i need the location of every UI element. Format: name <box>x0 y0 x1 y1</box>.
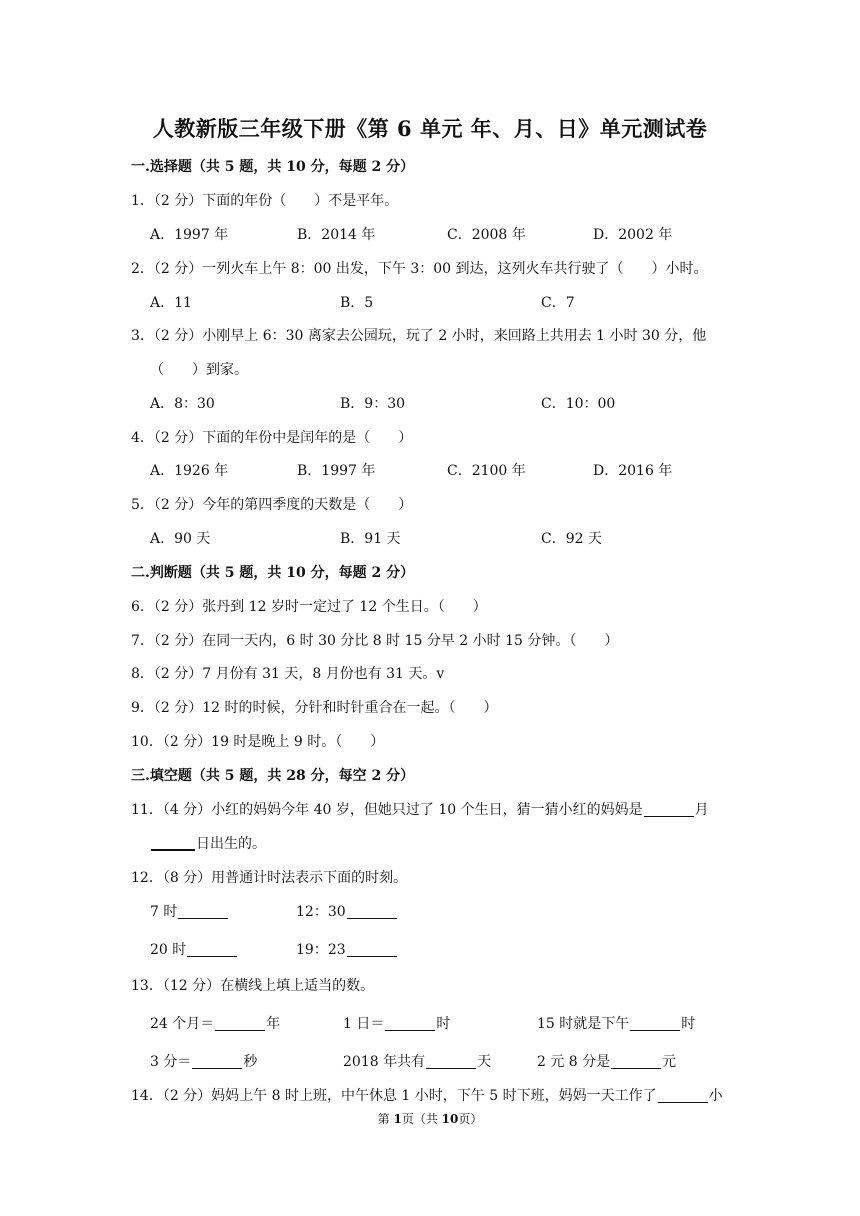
q14-tail: 小 <box>708 1088 723 1104</box>
section-heading-judge: 二.判断题（共 5 题，共 10 分，每题 2 分） <box>131 565 415 581</box>
question-11 <box>131 800 709 820</box>
answer-blank[interactable] <box>658 1088 708 1103</box>
q3-option-c: C．10：00 <box>541 396 616 412</box>
q2-option-a: A．11 <box>150 295 192 311</box>
q1-option-b: B．2014 年 <box>297 227 376 243</box>
answer-blank[interactable] <box>385 1016 435 1031</box>
q12-item-b <box>296 902 398 922</box>
answer-blank[interactable] <box>347 942 397 957</box>
footer-text: 页（共 <box>401 1112 442 1126</box>
question-7: 7．（2 分）在同一天内，6 时 30 分比 8 时 15 分早 2 小时 15 分钟。（ ） <box>131 633 619 649</box>
answer-blank[interactable] <box>215 1016 265 1031</box>
current-page-number: 1 <box>393 1112 402 1126</box>
q4-option-b: B．1997 年 <box>297 463 376 479</box>
q1-option-a: A．1997 年 <box>150 227 229 243</box>
q5-option-b: B．91 天 <box>340 531 401 547</box>
section-heading-choice: 一.选择题（共 5 题，共 10 分，每题 2 分） <box>131 159 415 175</box>
question-12: 12．（8 分）用普通计时法表示下面的时刻。 <box>131 870 408 886</box>
answer-blank[interactable] <box>151 835 195 851</box>
q13-e-suffix: 天 <box>477 1054 492 1070</box>
q11-line2: 日出生的。 <box>196 836 266 852</box>
answer-blank[interactable] <box>611 1054 661 1069</box>
q12-label-d: 19：23 <box>296 942 346 958</box>
q13-b-prefix: 1 日＝ <box>343 1016 385 1032</box>
q13-e-prefix: 2018 年共有 <box>343 1054 426 1070</box>
question-13: 13．（12 分）在横线上填上适当的数。 <box>131 978 375 994</box>
answer-blank[interactable] <box>178 904 228 919</box>
q3-option-b: B．9：30 <box>340 396 406 412</box>
q13-d-suffix: 秒 <box>243 1054 258 1070</box>
total-pages-number: 10 <box>441 1112 459 1126</box>
q13-item-f <box>537 1052 676 1072</box>
q14-stem: 14．（2 分）妈妈上午 8 时上班，中午休息 1 小时，下午 5 时下班，妈妈一天工作了 <box>131 1088 657 1104</box>
q4-option-c: C．2100 年 <box>447 463 526 479</box>
q13-item-b <box>343 1014 450 1034</box>
question-4: 4．（2 分）下面的年份中是闰年的是（ ） <box>131 430 413 446</box>
question-9: 9．（2 分）12 时的时候，分针和时针重合在一起。（ ） <box>131 700 498 716</box>
question-8: 8．（2 分）7 月份有 31 天，8 月份也有 31 天。v <box>131 666 445 682</box>
question-1: 1．（2 分）下面的年份（ ）不是平年。 <box>131 193 399 209</box>
footer-text: 页） <box>458 1112 483 1126</box>
question-10: 10．（2 分）19 时是晚上 9 时。（ ） <box>131 734 385 750</box>
page-title: 人教新版三年级下册《第 6 单元 年、月、日》单元测试卷 <box>152 116 708 141</box>
answer-blank[interactable] <box>187 942 237 957</box>
q4-option-d: D．2016 年 <box>593 463 673 479</box>
footer-text: 第 <box>377 1112 394 1126</box>
q13-item-c <box>537 1014 695 1034</box>
q13-a-prefix: 24 个月＝ <box>150 1016 215 1032</box>
q3-option-a: A．8：30 <box>150 396 215 412</box>
q2-option-c: C．7 <box>541 295 575 311</box>
answer-blank[interactable] <box>426 1054 476 1069</box>
question-3-continued: （ ）到家。 <box>150 362 248 378</box>
q12-item-a <box>150 902 229 922</box>
q12-label-b: 12：30 <box>296 904 346 920</box>
page-footer <box>0 1110 860 1127</box>
answer-blank[interactable] <box>192 1054 242 1069</box>
q12-label-c: 20 时 <box>150 942 187 958</box>
question-14 <box>131 1086 723 1106</box>
question-5: 5．（2 分）今年的第四季度的天数是（ ） <box>131 497 413 513</box>
q1-option-d: D．2002 年 <box>593 227 673 243</box>
question-6: 6．（2 分）张丹到 12 岁时一定过了 12 个生日。（ ） <box>131 599 487 615</box>
q13-d-prefix: 3 分＝ <box>150 1054 192 1070</box>
q13-a-suffix: 年 <box>266 1016 281 1032</box>
question-11-continued <box>150 834 266 854</box>
q11-tail: 月 <box>694 802 709 818</box>
question-2: 2．（2 分）一列火车上午 8：00 出发，下午 3：00 到达，这列火车共行驶了（ ）小时。 <box>131 261 708 277</box>
q13-c-suffix: 时 <box>681 1016 696 1032</box>
q13-item-d <box>150 1052 257 1072</box>
answer-blank[interactable] <box>347 904 397 919</box>
answer-blank[interactable] <box>630 1016 680 1031</box>
q2-option-b: B．5 <box>340 295 374 311</box>
q5-option-c: C．92 天 <box>541 531 602 547</box>
q11-stem: 11．（4 分）小红的妈妈今年 40 岁，但她只过了 10 个生日，猜一猜小红的妈妈是 <box>131 802 643 818</box>
q1-option-c: C．2008 年 <box>447 227 526 243</box>
q13-c-prefix: 15 时就是下午 <box>537 1016 630 1032</box>
q12-label-a: 7 时 <box>150 904 178 920</box>
question-3: 3．（2 分）小刚早上 6：30 离家去公园玩，玩了 2 小时，来回路上共用去 1 小时 30 分，他 <box>131 328 707 344</box>
q12-item-d <box>296 940 398 960</box>
answer-blank[interactable] <box>644 802 694 817</box>
q13-f-prefix: 2 元 8 分是 <box>537 1054 611 1070</box>
q12-item-c <box>150 940 238 960</box>
section-heading-fill: 三.填空题（共 5 题，共 28 分，每空 2 分） <box>131 768 415 784</box>
q13-f-suffix: 元 <box>662 1054 677 1070</box>
q13-item-e <box>343 1052 491 1072</box>
q13-item-a <box>150 1014 280 1034</box>
q13-b-suffix: 时 <box>436 1016 451 1032</box>
q4-option-a: A．1926 年 <box>150 463 229 479</box>
q5-option-a: A．90 天 <box>150 531 211 547</box>
